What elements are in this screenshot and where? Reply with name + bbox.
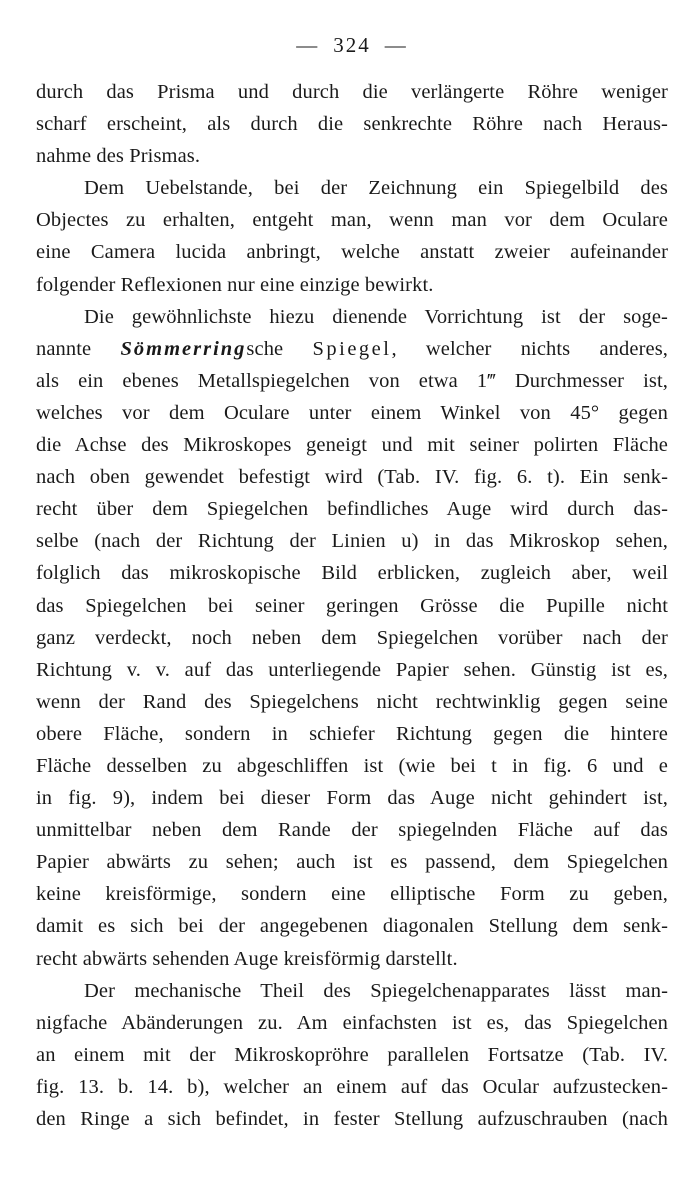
- text-line: selbe (nach der Richtung der Linien u) in das Mikroskop sehen,: [36, 530, 668, 553]
- text-line: Fläche desselben zu abgeschliffen ist (wie bei t in fig. 6 und e: [36, 754, 668, 777]
- text-line: folglich das mikroskopische Bild erblicken, zugleich aber, weil: [36, 562, 668, 585]
- text-line: folgender Reflexionen nur eine einzige bewirkt.: [36, 273, 434, 296]
- text-fragment: , welcher nichts anderes,: [391, 337, 668, 360]
- text-line: nach oben gewendet befestigt wird (Tab. IV. fig. 6. t). Ein senk-: [36, 466, 668, 489]
- text-line: das Spiegelchen bei seiner geringen Grösse die Pupille nicht: [36, 594, 668, 617]
- text-line: damit es sich bei der angegebenen diagonalen Stellung dem senk-: [36, 915, 668, 938]
- page-header: [36, 28, 668, 62]
- text-line: die Achse des Mikroskopes geneigt und mit seiner polirten Fläche: [36, 434, 668, 457]
- text-line: Objectes zu erhalten, entgeht man, wenn man vor dem Oculare: [36, 209, 668, 232]
- text-line: eine Camera lucida anbringt, welche anstatt zweier aufeinander: [36, 241, 668, 264]
- text-line: ganz verdeckt, noch neben dem Spiegelchen vorüber nach der: [36, 626, 668, 649]
- text-line: nigfache Abänderungen zu. Am einfachsten ist es, das Spiegelchen: [36, 1011, 668, 1034]
- paragraph-2: [36, 172, 668, 300]
- text-line: als ein ebenes Metallspiegelchen von etwa 1‴ Durchmesser ist,: [36, 369, 668, 392]
- paragraph-1: [36, 76, 668, 172]
- text-line: Der mechanische Theil des Spiegelchenapparates lässt man-: [84, 979, 668, 1002]
- text-line: Papier abwärts zu sehen; auch ist es passend, dem Spiegelchen: [36, 851, 668, 874]
- book-page: [36, 28, 668, 1135]
- text-line: unmittelbar neben dem Rande der spiegelnden Fläche auf das: [36, 819, 668, 842]
- text-line: recht über dem Spiegelchen befindliches Auge wird durch das-: [36, 498, 668, 521]
- text-line: an einem mit der Mikroskopröhre parallelen Fortsatze (Tab. IV.: [36, 1043, 668, 1066]
- text-line-soemmerring: [36, 333, 668, 365]
- text-line: recht abwärts sehenden Auge kreisförmig darstellt.: [36, 947, 458, 970]
- header-dash-left: —: [296, 33, 320, 57]
- text-line: Dem Uebelstande, bei der Zeichnung ein Spiegelbild des: [84, 177, 668, 200]
- text-line: Richtung v. v. auf das unterliegende Papier sehen. Günstig ist es,: [36, 658, 668, 681]
- text-line: obere Fläche, sondern in schiefer Richtung gegen die hintere: [36, 722, 668, 745]
- text-line: Die gewöhnlichste hiezu dienende Vorrichtung ist der soge-: [84, 305, 668, 328]
- page-number: 324: [333, 33, 371, 57]
- text-line: wenn der Rand des Spiegelchens nicht rechtwinklig gegen seine: [36, 690, 668, 713]
- text-line: nahme des Prismas.: [36, 145, 201, 168]
- paragraph-4: [36, 975, 668, 1135]
- text-line: in fig. 9), indem bei dieser Form das Auge nicht gehindert ist,: [36, 787, 668, 810]
- text-line: den Ringe a sich befindet, in fester Stellung aufzuschrauben (nach: [36, 1108, 668, 1130]
- text-line: durch das Prisma und durch die verlängerte Röhre weniger: [36, 81, 668, 103]
- paragraph-3: [36, 301, 668, 975]
- text-line: keine kreisförmige, sondern eine elliptische Form zu geben,: [36, 883, 668, 906]
- text-line: welches vor dem Oculare unter einem Winkel von 45° gegen: [36, 401, 668, 424]
- term-spiegel: Spiegel: [312, 337, 392, 360]
- text-line: fig. 13. b. 14. b), welcher an einem auf das Ocular aufzustecken-: [36, 1075, 668, 1098]
- text-fragment: sche: [246, 337, 284, 360]
- text-fragment: nannte: [36, 337, 121, 360]
- text-line: scharf erscheint, als durch die senkrechte Röhre nach Heraus-: [36, 113, 668, 136]
- person-name-soemmerring: Sömmerring: [120, 337, 247, 360]
- header-dash-right: —: [384, 33, 408, 57]
